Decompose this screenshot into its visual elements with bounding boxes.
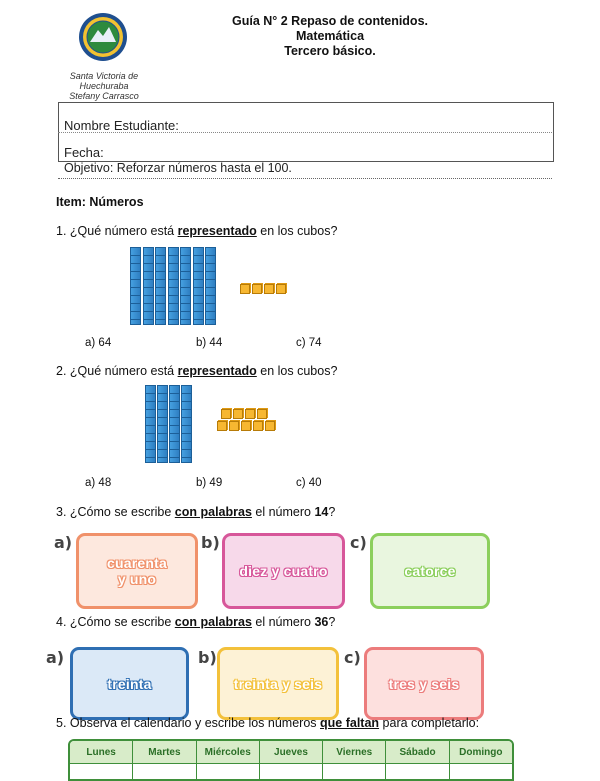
q1-ten-rod	[193, 247, 204, 325]
q3-number: 14	[314, 505, 329, 519]
q3-label-b: b)	[201, 533, 220, 552]
question-4: 4. ¿Cómo se escribe con palabras el número 36?	[56, 615, 336, 629]
q3-card-a[interactable]: cuarenta y uno	[76, 533, 198, 609]
calendar-row	[70, 763, 512, 780]
q1-unit-cube	[252, 284, 262, 294]
school-name-line2: Huechuraba	[79, 81, 129, 91]
q1-ten-rod	[205, 247, 216, 325]
q3-label-c: c)	[350, 533, 367, 552]
item-title: Item: Números	[56, 195, 144, 209]
q3-label-a: a)	[54, 533, 73, 552]
calendar-header	[70, 741, 512, 763]
date-label: Fecha:	[64, 145, 104, 160]
guide-title: Guía N° 2 Repaso de contenidos.	[231, 14, 428, 28]
q2-unit-cube	[257, 409, 267, 419]
question-2: 2. ¿Qué número está representado en los cubos?	[56, 364, 338, 378]
calendar-cell[interactable]	[70, 764, 133, 780]
q1-unit-cube	[240, 284, 250, 294]
calendar-cell[interactable]	[197, 764, 260, 780]
q4-label-c: c)	[344, 648, 361, 667]
q2-ten-rod	[169, 385, 180, 463]
question-5: 5. Observa el calendario y escribe los números que faltan para completarlo:	[56, 716, 480, 730]
teacher-name: Stefany Carrasco	[69, 91, 139, 101]
q2-option-c[interactable]: c) 40	[296, 477, 322, 489]
calendar-cell[interactable]	[450, 764, 512, 780]
objective: Objetivo: Reforzar números hasta el 100.	[64, 161, 292, 175]
grade-title: Tercero básico.	[284, 44, 376, 58]
objective-underline	[58, 178, 552, 179]
student-name-label: Nombre Estudiante:	[64, 118, 179, 133]
calendar-day-monday: Lunes	[70, 741, 133, 763]
q1-ten-rod	[130, 247, 141, 325]
school-name-line1: Santa Victoria de	[69, 71, 139, 81]
q4-label-b: b)	[198, 648, 217, 667]
q4-card-b[interactable]: treinta y seis	[217, 647, 339, 720]
q4-label-a: a)	[46, 648, 65, 667]
calendar-cell[interactable]	[133, 764, 196, 780]
q2-base-ten-blocks	[145, 385, 285, 463]
q3-card-c[interactable]: catorce	[370, 533, 490, 609]
q1-ten-rod	[168, 247, 179, 325]
q1-ten-rod	[180, 247, 191, 325]
q3-emphasis: con palabras	[174, 505, 252, 519]
q2-unit-cube	[265, 421, 275, 431]
calendar-day-tuesday: Martes	[133, 741, 196, 763]
student-name-line[interactable]	[58, 132, 552, 133]
q1-base-ten-blocks	[130, 247, 300, 325]
q2-unit-cube	[233, 409, 243, 419]
q3-card-b[interactable]: diez y cuatro	[222, 533, 345, 609]
q5-emphasis: que faltan	[320, 716, 380, 730]
q1-option-b[interactable]: b) 44	[196, 337, 223, 349]
q4-card-a[interactable]: treinta	[70, 647, 189, 720]
calendar-cell[interactable]	[260, 764, 323, 780]
q2-unit-cube	[241, 421, 251, 431]
q2-unit-cube	[229, 421, 239, 431]
q2-option-a[interactable]: a) 48	[85, 477, 112, 489]
q2-unit-cube	[245, 409, 255, 419]
q1-unit-cube	[276, 284, 286, 294]
question-3: 3. ¿Cómo se escribe con palabras el número 14?	[56, 505, 336, 519]
q1-unit-cube	[264, 284, 274, 294]
q2-unit-cube	[217, 421, 227, 431]
q2-emphasis: representado	[177, 364, 257, 378]
question-1: 1. ¿Qué número está representado en los cubos?	[56, 224, 338, 238]
q2-ten-rod	[181, 385, 192, 463]
calendar-cell[interactable]	[323, 764, 386, 780]
calendar-day-saturday: Sábado	[386, 741, 449, 763]
q2-unit-cube	[221, 409, 231, 419]
q2-ten-rod	[145, 385, 156, 463]
subject-title: Matemática	[295, 29, 365, 43]
calendar-cell[interactable]	[386, 764, 449, 780]
q2-option-b[interactable]: b) 49	[196, 477, 223, 489]
calendar-day-sunday: Domingo	[459, 746, 503, 758]
q4-number: 36	[314, 615, 329, 629]
q1-ten-rod	[143, 247, 154, 325]
q1-ten-rod	[155, 247, 166, 325]
q1-option-a[interactable]: a) 64	[85, 337, 112, 349]
calendar-day-friday: Viernes	[323, 741, 386, 763]
q4-emphasis: con palabras	[174, 615, 252, 629]
calendar	[68, 739, 514, 781]
q1-emphasis: representado	[177, 224, 257, 238]
school-logo	[78, 12, 128, 62]
calendar-day-thursday: Jueves	[260, 741, 323, 763]
calendar-day-wednesday: Miércoles	[197, 741, 260, 763]
q1-option-c[interactable]: c) 74	[296, 337, 322, 349]
q4-card-c[interactable]: tres y seis	[364, 647, 484, 720]
q2-unit-cube	[253, 421, 263, 431]
q2-ten-rod	[157, 385, 168, 463]
